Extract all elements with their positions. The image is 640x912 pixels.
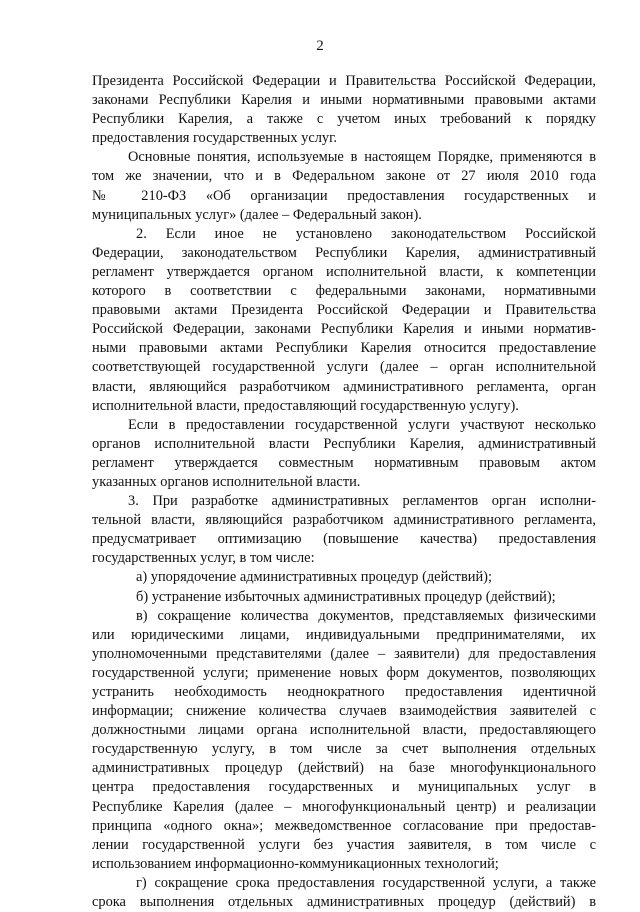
text-line: устранить необходимость неоднократного предоставления идентичной	[92, 684, 596, 700]
text-line: лении государственной услуги без участия заявителя, в том числе с	[92, 836, 596, 853]
paragraph-continuation	[92, 72, 596, 148]
text-line: Президента Российской Федерации и Правительства Российской Федерации,	[92, 73, 596, 89]
text-line: регламент утверждается органом исполнительной власти, к компетенции	[92, 263, 596, 280]
text-line: или юридическими лицами, индивидуальными предпринимателями, их	[92, 626, 596, 643]
text-line: 2. Если иное не установлено законодательством Российской	[136, 225, 596, 242]
text-line: Российской Федерации, законами Республики Карелия и иными норматив-	[92, 321, 596, 338]
paragraph-item-2	[92, 225, 596, 416]
text-line: а) упорядочение административных процедур (действий);	[136, 569, 492, 586]
text-line: Республике Карелия (далее – многофункциональный центр) и реализации	[92, 798, 596, 815]
text-line: государственной услуги; применение новых форм документов, позволяющих	[92, 664, 596, 681]
text-line: государственную услугу, в том числе за счет выполнения отдельных	[92, 741, 596, 758]
text-line: том же значении, что и в Федеральном законе от 27 июля 2010 года	[92, 168, 596, 185]
text-line: использованием информационно-коммуникационных технологий;	[92, 855, 499, 872]
text-line: в) сокращение количества документов, представляемых физическими	[136, 607, 596, 624]
text-line: должностными лицами органа исполнительной власти, предоставляющего	[92, 722, 596, 739]
document-body	[92, 72, 596, 912]
text-line: б) устранение избыточных административных процедур (действий);	[136, 588, 556, 605]
text-line: законами Республики Карелия и иными нормативными правовыми актами	[92, 92, 596, 109]
text-line: ными правовыми актами Республики Карелия относится предоставление	[92, 340, 596, 357]
paragraph-item-3b	[92, 588, 596, 607]
text-line: органов исполнительной власти Республики Карелия, административный	[92, 435, 596, 452]
text-line: центра предоставления государственных и муниципальных услуг в	[92, 779, 596, 796]
text-line: соответствующей государственной услуги (далее – орган исполнительной	[92, 359, 596, 376]
text-line: информации; снижение количества случаев взаимодействия заявителей с	[92, 703, 596, 720]
text-line: 3. При разработке административных регламентов орган исполни-	[128, 493, 596, 510]
page-number: 2	[316, 38, 324, 54]
text-line: исполнительной власти, предоставляющий государственную услугу).	[92, 397, 519, 414]
text-line: муниципальных услуг» (далее – Федеральный закон).	[92, 206, 422, 223]
text-line: Если в предоставлении государственной услуги участвуют несколько	[128, 416, 596, 433]
text-line: правовыми актами Президента Российской Федерации и Правительства	[92, 302, 596, 319]
text-line: регламент утверждается совместным нормативным правовым актом	[92, 454, 596, 471]
text-line: № 210-ФЗ «Об организации предоставления государственных и	[92, 187, 596, 204]
text-line: уполномоченными представителями (далее – заявители) для предоставления	[92, 645, 596, 662]
paragraph-definitions	[92, 148, 596, 224]
text-line: власти, являющийся разработчиком административного регламента, орган	[92, 378, 596, 395]
text-line: Основные понятия, используемые в настоящем Порядке, применяются в	[128, 149, 596, 166]
text-line: указанных органов исполнительной власти.	[92, 473, 361, 490]
text-line: Республики Карелия, а также с учетом иных требований к порядку	[92, 111, 596, 128]
text-line: тельной власти, являющийся разработчиком административного регламента,	[92, 512, 596, 529]
text-line: предусматривает оптимизацию (повышение качества) предоставления	[92, 531, 596, 548]
text-line: которого в соответствии с федеральными законами, нормативными	[92, 283, 596, 300]
text-line: административных процедур (действий) на базе многофункционального	[92, 760, 596, 777]
paragraph-item-3g	[92, 874, 596, 912]
paragraph-joint-approval	[92, 416, 596, 492]
text-line: предоставления государственных услуг.	[92, 130, 337, 147]
paragraph-item-3v	[92, 607, 596, 874]
text-line: принципа «одного окна»; межведомственное согласование при предостав-	[92, 817, 596, 834]
text-line: государственных услуг, в том числе:	[92, 550, 315, 567]
text-line: г) сокращение срока предоставления государственной услуги, а также	[136, 874, 596, 891]
text-line: Федерации, законодательством Республики Карелия, административный	[92, 244, 596, 261]
paragraph-item-3	[92, 492, 596, 568]
text-line: срока выполнения отдельных административных процедур (действий) в	[92, 894, 596, 911]
paragraph-item-3a	[92, 568, 596, 587]
